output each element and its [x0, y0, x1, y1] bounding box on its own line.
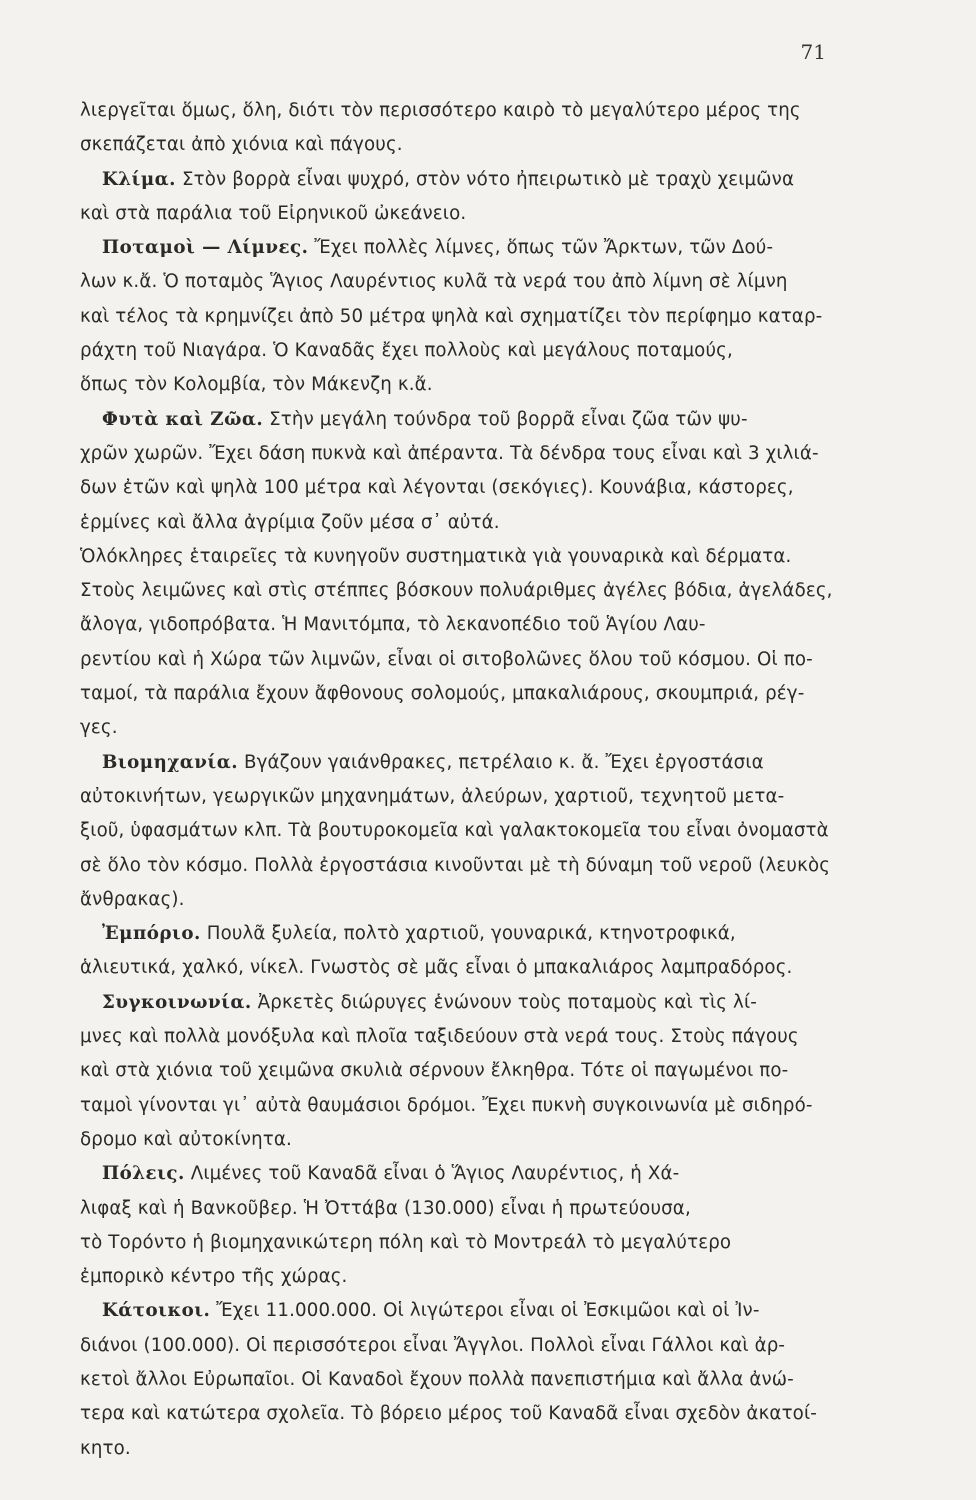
section-heading: Φυτὰ καὶ Ζῶα. [102, 408, 264, 430]
text-line [80, 437, 870, 471]
line-text: δων ἐτῶν καὶ ψηλὰ 100 μέτρα καὶ λέγονται (σεκόγιες). Κουνάβια, κάστορες, [80, 477, 794, 499]
section-heading-line [80, 163, 870, 197]
text-line [80, 608, 870, 642]
line-text: καὶ στὰ χιόνια τοῦ χειμῶνα σκυλιὰ σέρνουν ἔλκηθρα. Τότε οἱ παγωμένοι πο- [80, 1060, 789, 1082]
line-text: λιφαξ καὶ ἡ Βανκοῦβερ. Ἡ Ὀττάβα (130.000) εἶναι ἡ πρωτεύουσα, [80, 1197, 691, 1219]
line-text: ἄλογα, γιδοπρόβατα. Ἡ Μανιτόμπα, τὸ λεκανοπέδιο τοῦ Ἁγίου Λαυ- [80, 614, 706, 636]
text-line [80, 1192, 870, 1226]
line-text: ὅπως τὸν Κολομβία, τὸν Μάκενζη κ.ἄ. [80, 374, 433, 396]
body-text [80, 94, 870, 1466]
text-line [80, 643, 870, 677]
section-heading: Ἐμπόριο. [102, 923, 201, 945]
line-text: ἑρμίνες καὶ ἄλλα ἀγρίμια ζοῦν μέσα σ᾽ αὐτά. [80, 511, 500, 533]
text-line [80, 540, 870, 574]
line-text: σὲ ὅλο τὸν κόσμο. Πολλὰ ἐργοστάσια κινοῦνται μὲ τὴ δύναμη τοῦ νεροῦ (λευκὸς [80, 854, 831, 876]
text-line [80, 1054, 870, 1088]
text-line [80, 1432, 870, 1466]
line-text: Λιμένες τοῦ Καναδᾶ εἶναι ὁ Ἅγιος Λαυρέντιος, ἡ Χά- [184, 1163, 680, 1185]
line-text: Ὁλόκληρες ἑταιρεῖες τὰ κυνηγοῦν συστηματικὰ γιὰ γουναρικὰ καὶ δέρματα. [80, 545, 792, 567]
section-heading-line [80, 986, 870, 1020]
line-text: ἁλιευτικά, χαλκό, νίκελ. Γνωστὸς σὲ μᾶς εἶναι ὁ μπακαλιάρος λαμπραδόρος. [80, 957, 793, 979]
section-heading-line [80, 1294, 870, 1328]
line-text: ταμοί, τὰ παράλια ἔχουν ἄφθονους σολομούς, μπακαλιάρους, σκουμπριά, ρέγ- [80, 683, 805, 705]
line-text: Ἔχει 11.000.000. Οἱ λιγώτεροι εἶναι οἱ Ἐσκιμῶοι καὶ οἱ Ἰν- [210, 1300, 760, 1322]
text-line [80, 334, 870, 368]
section-heading: Συγκοινωνία. [102, 991, 252, 1013]
text-line [80, 1363, 870, 1397]
section-heading-line [80, 746, 870, 780]
line-text: ξιοῦ, ὑφασμάτων κλπ. Τὰ βουτυροκομεῖα καὶ γαλακτοκομεῖα του εἶναι ὀνομαστὰ [80, 820, 829, 842]
line-text: κετοὶ ἄλλοι Εὐρωπαῖοι. Οἱ Καναδοὶ ἔχουν πολλὰ πανεπιστήμια καὶ ἄλλα ἀνώ- [80, 1368, 794, 1390]
text-line [80, 814, 870, 848]
section-heading: Κλίμα. [102, 168, 177, 190]
section-heading: Πόλεις. [102, 1163, 185, 1185]
text-line [80, 677, 870, 711]
text-line [80, 951, 870, 985]
line-text: Ἔχει πολλὲς λίμνες, ὅπως τῶν Ἄρκτων, τῶν Δού- [308, 237, 774, 259]
text-line [80, 780, 870, 814]
text-line [80, 849, 870, 883]
section-heading-line [80, 1157, 870, 1191]
line-text: καὶ τέλος τὰ κρημνίζει ἀπὸ 50 μέτρα ψηλὰ καὶ σχηματίζει τὸν περίφημο καταρ- [80, 305, 823, 327]
section-heading-line [80, 231, 870, 265]
line-text: τὸ Τορόντο ἡ βιομηχανικώτερη πόλη καὶ τὸ Μοντρεάλ τὸ μεγαλύτερο [80, 1231, 732, 1253]
line-text: καὶ στὰ παράλια τοῦ Εἰρηνικοῦ ὠκεάνειο. [80, 202, 467, 224]
line-text: κητο. [80, 1437, 131, 1459]
text-line [80, 1089, 870, 1123]
text-line [80, 300, 870, 334]
text-line [80, 128, 870, 162]
text-line [80, 1123, 870, 1157]
text-line [80, 1020, 870, 1054]
line-text: Πουλᾶ ξυλεία, πολτὸ χαρτιοῦ, γουναρικά, κτηνοτροφικά, [200, 923, 736, 945]
text-line [80, 1329, 870, 1363]
line-text: δρομο καὶ αὐτοκίνητα. [80, 1128, 292, 1150]
page-number: 71 [800, 40, 826, 64]
line-text: αὐτοκινήτων, γεωργικῶν μηχανημάτων, ἀλεύρων, χαρτιοῦ, τεχνητοῦ μετα- [80, 785, 785, 807]
line-text: διάνοι (100.000). Οἱ περισσότεροι εἶναι Ἄγγλοι. Πολλοὶ εἶναι Γάλλοι καὶ ἀρ- [80, 1334, 786, 1356]
text-line [80, 574, 870, 608]
line-text: σκεπάζεται ἀπὸ χιόνια καὶ πάγους. [80, 134, 403, 156]
text-line [80, 265, 870, 299]
section-heading-line [80, 403, 870, 437]
section-heading-line [80, 917, 870, 951]
line-text: λων κ.ἄ. Ὁ ποταμὸς Ἅγιος Λαυρέντιος κυλᾶ τὰ νερά του ἀπὸ λίμνη σὲ λίμνη [80, 271, 788, 293]
line-text: Βγάζουν γαιάνθρακες, πετρέλαιο κ. ἄ. Ἔχει ἐργοστάσια [238, 751, 764, 773]
section-heading: Ποταμοὶ — Λίμνες. [102, 237, 309, 259]
line-text: τερα καὶ κατώτερα σχολεῖα. Τὸ βόρειο μέρος τοῦ Καναδᾶ εἶναι σχεδὸν ἀκατοί- [80, 1403, 817, 1425]
line-text: λιεργεῖται ὅμως, ὅλη, διότι τὸν περισσότερο καιρὸ τὸ μεγαλύτερο μέρος της [80, 100, 801, 121]
line-text: Στὸν βορρὰ εἶναι ψυχρό, στὸν νότο ἠπειρωτικὸ μὲ τραχὺ χειμῶνα [176, 168, 795, 190]
text-line [80, 506, 870, 540]
text-line [80, 197, 870, 231]
line-text: μνες καὶ πολλὰ μονόξυλα καὶ πλοῖα ταξιδεύουν στὰ νερά τους. Στοὺς πάγους [80, 1026, 799, 1048]
line-text: ἐμπορικὸ κέντρο τῆς χώρας. [80, 1266, 348, 1288]
section-heading: Βιομηχανία. [102, 751, 239, 773]
text-line [80, 1397, 870, 1431]
line-text: γες. [80, 717, 118, 739]
line-text: ράχτη τοῦ Νιαγάρα. Ὁ Καναδᾶς ἔχει πολλοὺς καὶ μεγάλους ποταμούς, [80, 340, 733, 362]
line-text: ταμοὶ γίνονται γι᾽ αὐτὰ θαυμάσιοι δρόμοι. Ἔχει πυκνὴ συγκοινωνία μὲ σιδηρό- [80, 1094, 813, 1116]
line-text: Στοὺς λειμῶνες καὶ στὶς στέππες βόσκουν πολυάριθμες ἀγέλες βόδια, ἀγελάδες, [80, 580, 833, 602]
text-line [80, 1260, 870, 1294]
line-text: χρῶν χωρῶν. Ἔχει δάση πυκνὰ καὶ ἀπέραντα. Τὰ δένδρα τους εἶναι καὶ 3 χιλιά- [80, 442, 819, 464]
line-text: ἄνθρακας). [80, 888, 185, 910]
line-text: Στὴν μεγάλη τούνδρα τοῦ βορρᾶ εἶναι ζῶα τῶν ψυ- [263, 408, 748, 430]
text-line [80, 1226, 870, 1260]
text-line [80, 368, 870, 402]
section-heading: Κάτοικοι. [102, 1300, 211, 1322]
text-line [80, 711, 870, 745]
text-line [80, 883, 870, 917]
line-text: Ἀρκετὲς διώρυγες ἑνώνουν τοὺς ποταμοὺς καὶ τὶς λί- [251, 991, 757, 1013]
line-text: ρεντίου καὶ ἡ Χώρα τῶν λιμνῶν, εἶναι οἱ σιτοβολῶνες ὅλου τοῦ κόσμου. Οἱ πο- [80, 648, 813, 670]
text-line [80, 94, 870, 128]
text-line [80, 471, 870, 505]
